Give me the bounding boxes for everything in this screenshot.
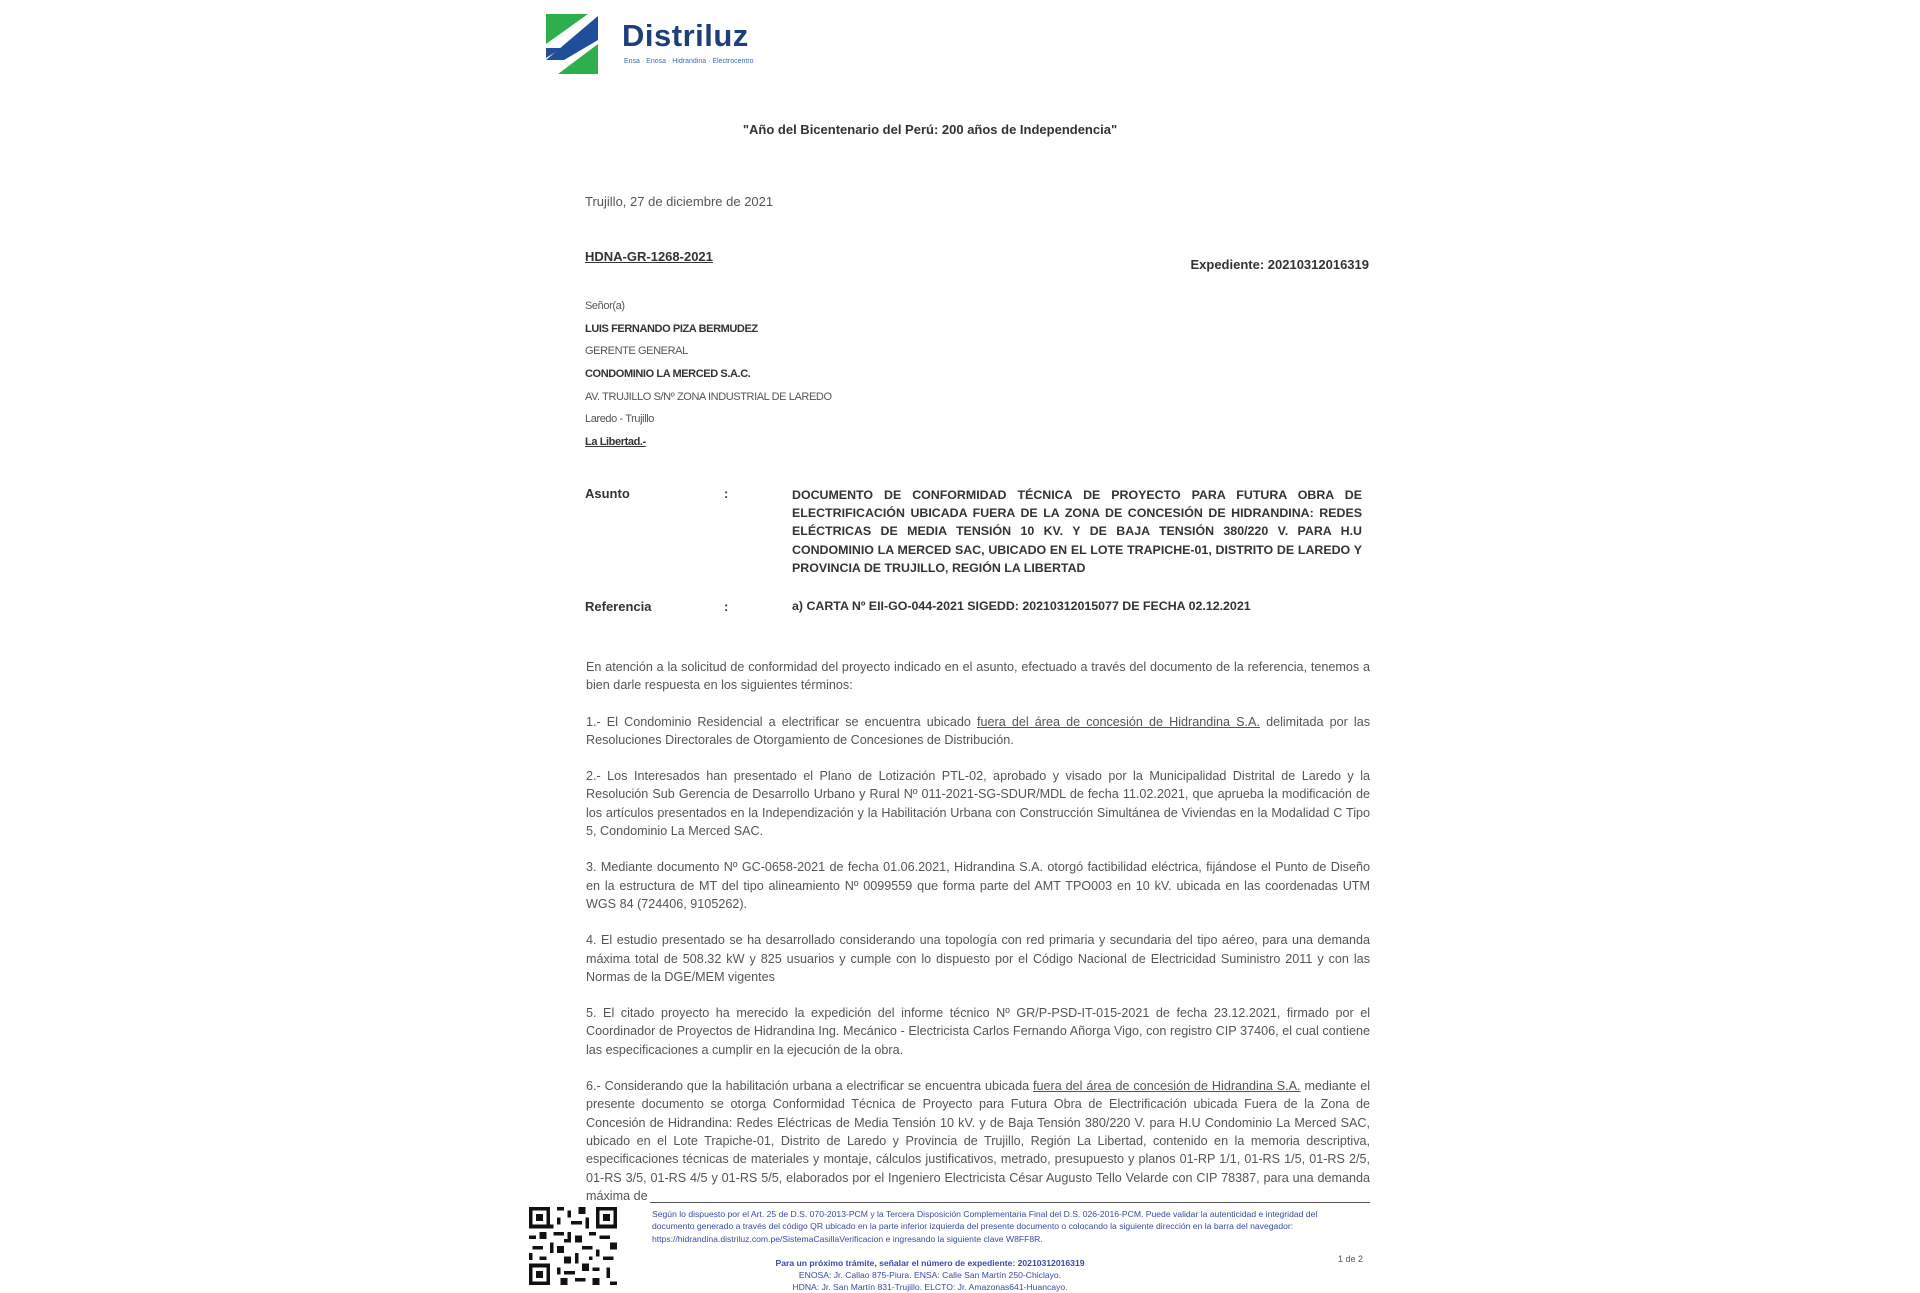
body-item-1-text-b: delimitada por las Resoluciones Directorales de Otorgamiento de Concesiones de Distribución. — [586, 714, 1370, 747]
distriluz-logo — [540, 14, 780, 78]
recipient-block — [585, 300, 1085, 459]
footer-next-step: Para un próximo trámite, señalar el número de expediente: 20210312016319 — [775, 1258, 1085, 1268]
footer-offices-line-1: ENOSA: Jr. Callao 875-Piura. ENSA: Calle San Martín 250-Chiclayo. — [798, 1270, 1062, 1280]
body-item-6-text-b: mediante el presente documento se otorga Conformidad Técnica de Proyecto para Futura Obra de Electrificación ubicada Fuera de la Zona de Concesión de Hidrandina: Redes Eléctricas de Media Tensión 10 kV. y de Baja Tensión 380/220 V. para H.U Condominio La Merced SAC, ubicado en el Lote Trapiche-01, Distrito de Laredo y Provincia de Trujillo, Región La Libertad, contenido en la memoria descriptiva, especificaciones técnicas de materiales y montaje, cálculos justificativos, metrado, presupuesto y planos 01-RP 1/1, 01-RS 1/5, 01-RS 2/5, 01-RS 3/5, 01-RS 4/5 y 01-RS 5/5, elaborados por el Ingeniero Electricista César Augusto Tello Velarde con CIP 78387, para una demanda máxima de — [586, 1079, 1370, 1202]
document-number: HDNA-GR-1268-2021 — [585, 249, 713, 264]
footer-verification-text: Según lo dispuesto por el Art. 25 de D.S. 070-2013-PCM y la Tercera Disposición Complementaria Final del D.S. 026-2016-PCM. Puede validar la autenticidad e integridad del documento generado a través del código QR ubicado en la parte inferior izquierda del presente documento o colocando la siguiente dirección en la barra del navegador: https://hidrandina.distriluz.com.pe/SistemaCasillaVerificacion e ingresando la siguiente clave W8FF8R. — [652, 1209, 1318, 1244]
footer-contact — [620, 1257, 1240, 1293]
body-item-6-text-a: 6.- Considerando que la habilitación urbana a electrificar se encuentra ubicada — [586, 1079, 1034, 1094]
referencia-label: Referencia — [585, 599, 652, 614]
asunto-text: DOCUMENTO DE CONFORMIDAD TÉCNICA DE PROYECTO PARA FUTURA OBRA DE ELECTRIFICACIÓN UBICADA FUERA DE LA ZONA DE CONCESIÓN DE HIDRANDINA: REDES ELÉCTRICAS DE MEDIA TENSIÓN 10 KV. Y DE BAJA TENSIÓN 380/220 V. PARA H.U CONDOMINIO LA MERCED SAC, UBICADO EN EL LOTE TRAPICHE-01, DISTRITO DE LAREDO Y PROVINCIA DE TRUJILLO, REGIÓN LA LIBERTAD — [792, 488, 1362, 575]
body-item-6 — [586, 1077, 1370, 1202]
body-item-2: 2.- Los Interesados han presentado el Plano de Lotización PTL-02, aprobado y visado por la Municipalidad Distrital de Laredo y la Resolución Sub Gerencia de Desarrollo Urbano y Rural Nº 011-2021-SG-SDUR/MDL de fecha 11.02.2021, que aprueba la modificación de los artículos presentados en la Independización y la Habilitación Urbana con Construcción Simultánea de Viviendas en la Modalidad C Tipo 5, Condominio La Merced SAC. — [586, 769, 1370, 839]
body-item-1-underlined: fuera del área de concesión de Hidrandina S.A. — [977, 714, 1260, 729]
year-motto: "Año del Bicentenario del Perú: 200 años de Independencia" — [742, 122, 1118, 137]
recipient-address: AV. TRUJILLO S/Nº ZONA INDUSTRIAL DE LAREDO — [585, 390, 832, 403]
recipient-position: GERENTE GENERAL — [585, 345, 688, 358]
body-item-3: 3. Mediante documento Nº GC-0658-2021 de fecha 01.06.2021, Hidrandina S.A. otorgó factibilidad eléctrica, fijándose el Punto de Diseño en la estructura de MT del tipo alineamiento Nº 0099559 que forma parte del AMT TPO003 en 10 kV. ubicada en las coordenadas UTM WGS 84 (724406, 9105262). — [586, 860, 1370, 911]
page-number: 1 de 2 — [1338, 1254, 1364, 1264]
expediente-number: Expediente: 20210312016319 — [1190, 257, 1369, 272]
asunto-colon: : — [724, 486, 729, 501]
recipient-company: CONDOMINIO LA MERCED S.A.C. — [585, 368, 751, 381]
footer-divider — [650, 1202, 1370, 1203]
body-item-5: 5. El citado proyecto ha merecido la expedición del informe técnico Nº GR/P-PSD-IT-015-2021 de fecha 23.12.2021, firmado por el Coordinador de Proyectos de Hidrandina Ing. Mecánico - Electricista Carlos Fernando Añorga Vigo, con registro CIP 37406, el cual contiene las especificaciones a cumplir en la ejecución de la obra. — [586, 1006, 1370, 1057]
body-item-6-underlined: fuera del área de concesión de Hidrandina S.A. — [1033, 1079, 1301, 1094]
recipient-city: Laredo - Trujillo — [585, 413, 655, 426]
letter-date: Trujillo, 27 de diciembre de 2021 — [585, 194, 774, 209]
asunto-label: Asunto — [585, 486, 630, 501]
recipient-salutation: Señor(a) — [585, 300, 625, 312]
qr-code-icon — [529, 1207, 617, 1285]
brand-tagline: Ensa · Enosa · Hidrandina · Electrocentro — [624, 58, 754, 65]
body-intro: En atención a la solicitud de conformidad del proyecto indicado en el asunto, efectuado a través del documento de la referencia, tenemos a bien darle respuesta en los siguientes términos: — [586, 660, 1370, 693]
body-item-1 — [586, 713, 1370, 750]
recipient-region: La Libertad.- — [585, 436, 646, 449]
body-item-1-text-a: 1.- El Condominio Residencial a electrificar se encuentra ubicado — [586, 714, 978, 729]
recipient-name: LUIS FERNANDO PIZA BERMUDEZ — [585, 322, 758, 335]
distriluz-logo-icon — [540, 14, 602, 74]
letter-body — [586, 658, 1370, 1202]
referencia-text: a) CARTA Nº EII-GO-044-2021 SIGEDD: 20210312015077 DE FECHA 02.12.2021 — [792, 599, 1251, 613]
referencia-colon: : — [724, 599, 729, 614]
footer-offices-line-2: HDNA: Jr. San Martín 831-Trujillo. ELCTO: Jr. Amazonas641-Huancayo. — [792, 1282, 1068, 1292]
body-item-4: 4. El estudio presentado se ha desarrollado considerando una topología con red primaria y secundaria del tipo aéreo, para una demanda máxima total de 508.32 kW y 825 usuarios y cumple con lo dispuesto por el Código Nacional de Electricidad Suministro 2011 y con las Normas de la DGE/MEM vigentes — [586, 933, 1370, 984]
brand-name: Distriluz — [622, 18, 749, 53]
